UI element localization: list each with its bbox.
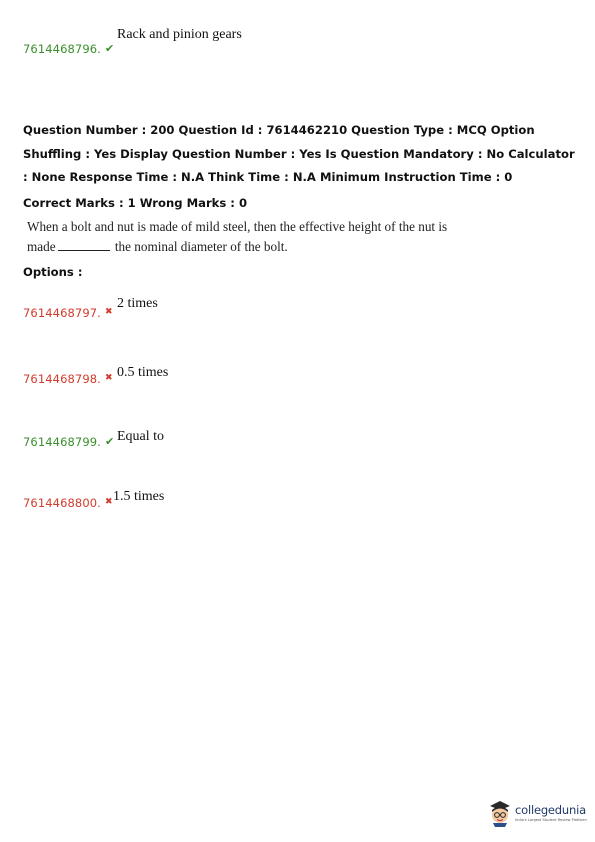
cross-icon: ✖ (104, 497, 113, 507)
check-icon: ✔ (104, 42, 115, 55)
cross-icon: ✖ (104, 307, 113, 317)
option-row (23, 435, 114, 449)
question-text-line2 (27, 239, 288, 255)
answer-blank (58, 240, 110, 251)
question-marks: Correct Marks : 1 Wrong Marks : 0 (23, 196, 248, 210)
options-label: Options : (23, 265, 83, 279)
option-id: 7614468796. (23, 42, 101, 56)
student-face-icon (487, 797, 513, 827)
cross-icon: ✖ (104, 373, 113, 383)
logo-name: collegedunia (515, 802, 586, 817)
option-text: 1.5 times (113, 489, 165, 504)
question-text-after-blank: the nominal diameter of the bolt. (114, 239, 288, 254)
option-text: Equal to (117, 429, 165, 444)
option-id: 7614468797. (23, 306, 101, 320)
logo-tagline: India's Largest Student Review Platform (515, 817, 587, 822)
option-id: 7614468799. (23, 435, 101, 449)
option-row (23, 496, 112, 510)
option-id: 7614468800. (23, 496, 101, 510)
option-id: 7614468798. (23, 372, 101, 386)
logo-text (515, 803, 587, 822)
prev-option-row (23, 42, 114, 56)
check-icon: ✔ (104, 435, 115, 448)
option-row (23, 306, 112, 320)
question-meta: Question Number : 200 Question Id : 7614462210 Question Type : MCQ Option Shuffling : Yes Display Question Number : Yes Is Question Mandatory : No Calculator : None Response Time : N.A Think Time : N.A Minimum Instruction Time : 0 (23, 123, 575, 184)
option-text: 0.5 times (117, 365, 169, 380)
option-row (23, 372, 112, 386)
question-text-before-blank: made (27, 239, 56, 254)
option-text: 2 times (117, 296, 158, 311)
prev-option-text: Rack and pinion gears (117, 27, 242, 42)
collegedunia-logo (487, 797, 587, 827)
question-text-line1: When a bolt and nut is made of mild steel, then the effective height of the nut is (27, 219, 448, 234)
